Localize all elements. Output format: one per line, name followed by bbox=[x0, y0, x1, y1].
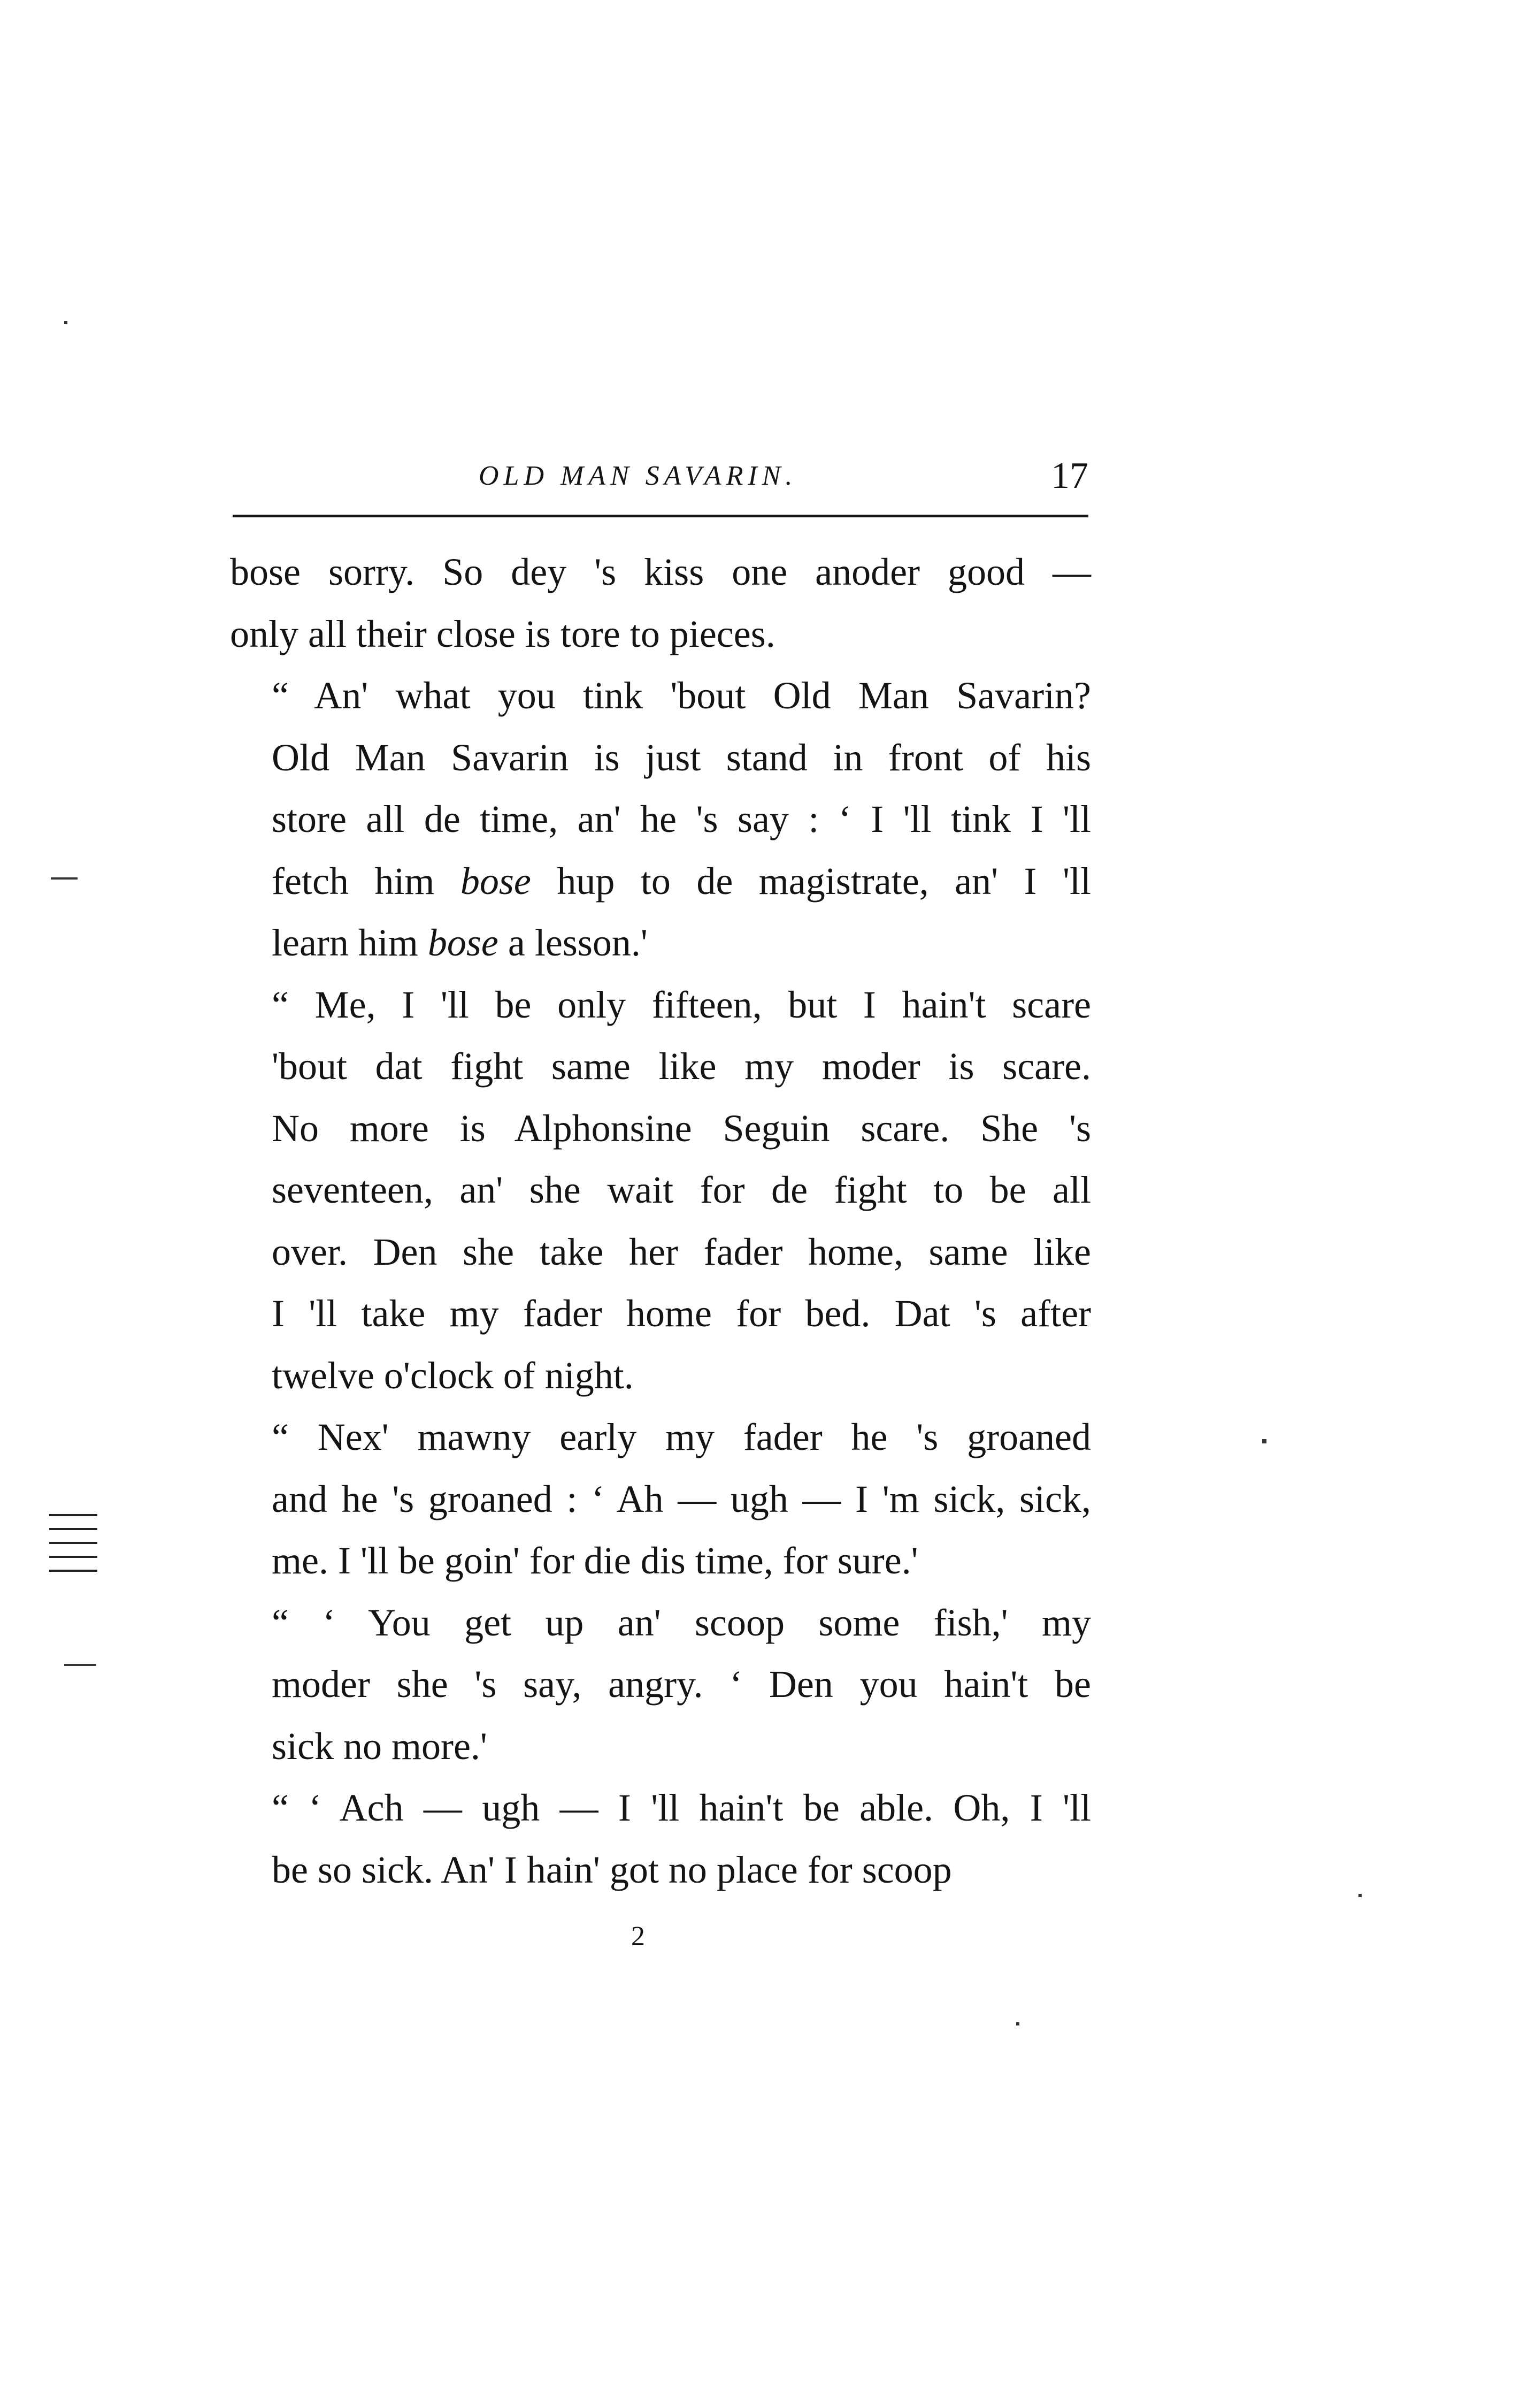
text-line: Old Man Savarin is just stand in front of his bbox=[272, 736, 1091, 779]
text-line: fetch him bose hup to de magistrate, an' I 'll bbox=[272, 859, 1091, 903]
text-line: No more is Alphonsine Seguin scare. She 's bbox=[272, 1106, 1091, 1150]
text-line: me. I 'll be goin' for die dis time, for sure.' bbox=[272, 1539, 918, 1582]
running-title: OLD MAN SAVARIN. bbox=[479, 461, 797, 491]
scan-speck bbox=[1016, 2022, 1019, 2025]
scan-speck bbox=[1262, 1439, 1266, 1443]
running-head bbox=[233, 455, 1088, 519]
margin-ticks bbox=[49, 1514, 97, 1584]
text-line: bose sorry. So dey 's kiss one anoder good — bbox=[230, 551, 1091, 593]
header-rule bbox=[233, 515, 1088, 517]
signature-mark: 2 bbox=[631, 1921, 645, 1952]
scan-speck bbox=[1358, 1894, 1362, 1897]
body-text bbox=[230, 541, 1091, 1901]
text-line: “ Me, I 'll be only fifteen, but I hain't scare bbox=[272, 983, 1091, 1026]
paragraph bbox=[230, 541, 1091, 665]
text-line: be so sick. An' I hain' got no place for scoop bbox=[272, 1848, 952, 1891]
text-line: moder she 's say, angry. ‘ Den you hain't be bbox=[272, 1663, 1091, 1706]
text-line: store all de time, an' he 's say : ‘ I 'll tink I 'll bbox=[272, 798, 1091, 840]
text-line: over. Den she take her fader home, same like bbox=[272, 1230, 1091, 1273]
tick-mark bbox=[49, 1570, 97, 1572]
text-line: “ ‘ Ach — ugh — I 'll hain't be able. Oh, I 'll bbox=[272, 1786, 1091, 1829]
text-line: learn him bose a lesson.' bbox=[272, 921, 648, 964]
paragraph bbox=[230, 974, 1091, 1407]
paragraph bbox=[230, 1592, 1091, 1778]
text-line: only all their close is tore to pieces. bbox=[230, 612, 775, 655]
text-line: sick no more.' bbox=[272, 1724, 487, 1768]
text-line: and he 's groaned : ‘ Ah — ugh — I 'm sick, sick, bbox=[272, 1477, 1091, 1520]
paragraph bbox=[230, 1406, 1091, 1592]
text-line: seventeen, an' she wait for de fight to be all bbox=[272, 1168, 1091, 1211]
paragraph bbox=[230, 665, 1091, 974]
scan-speck bbox=[64, 1664, 96, 1666]
tick-mark bbox=[49, 1542, 97, 1544]
paragraph bbox=[230, 1777, 1091, 1901]
text-line: “ An' what you tink 'bout Old Man Savarin? bbox=[272, 674, 1091, 717]
tick-mark bbox=[49, 1514, 97, 1516]
text-line: 'bout dat fight same like my moder is scare. bbox=[272, 1045, 1091, 1088]
scan-speck bbox=[64, 321, 67, 324]
text-line: twelve o'clock of night. bbox=[272, 1354, 634, 1397]
tick-mark bbox=[49, 1528, 97, 1530]
text-line: “ Nex' mawny early my fader he 's groaned bbox=[272, 1416, 1091, 1458]
text-line: “ ‘ You get up an' scoop some fish,' my bbox=[272, 1601, 1091, 1644]
text-line: I 'll take my fader home for bed. Dat 's after bbox=[272, 1292, 1091, 1335]
page-number: 17 bbox=[1051, 455, 1088, 496]
tick-mark bbox=[49, 1556, 97, 1558]
scan-speck bbox=[51, 877, 78, 880]
